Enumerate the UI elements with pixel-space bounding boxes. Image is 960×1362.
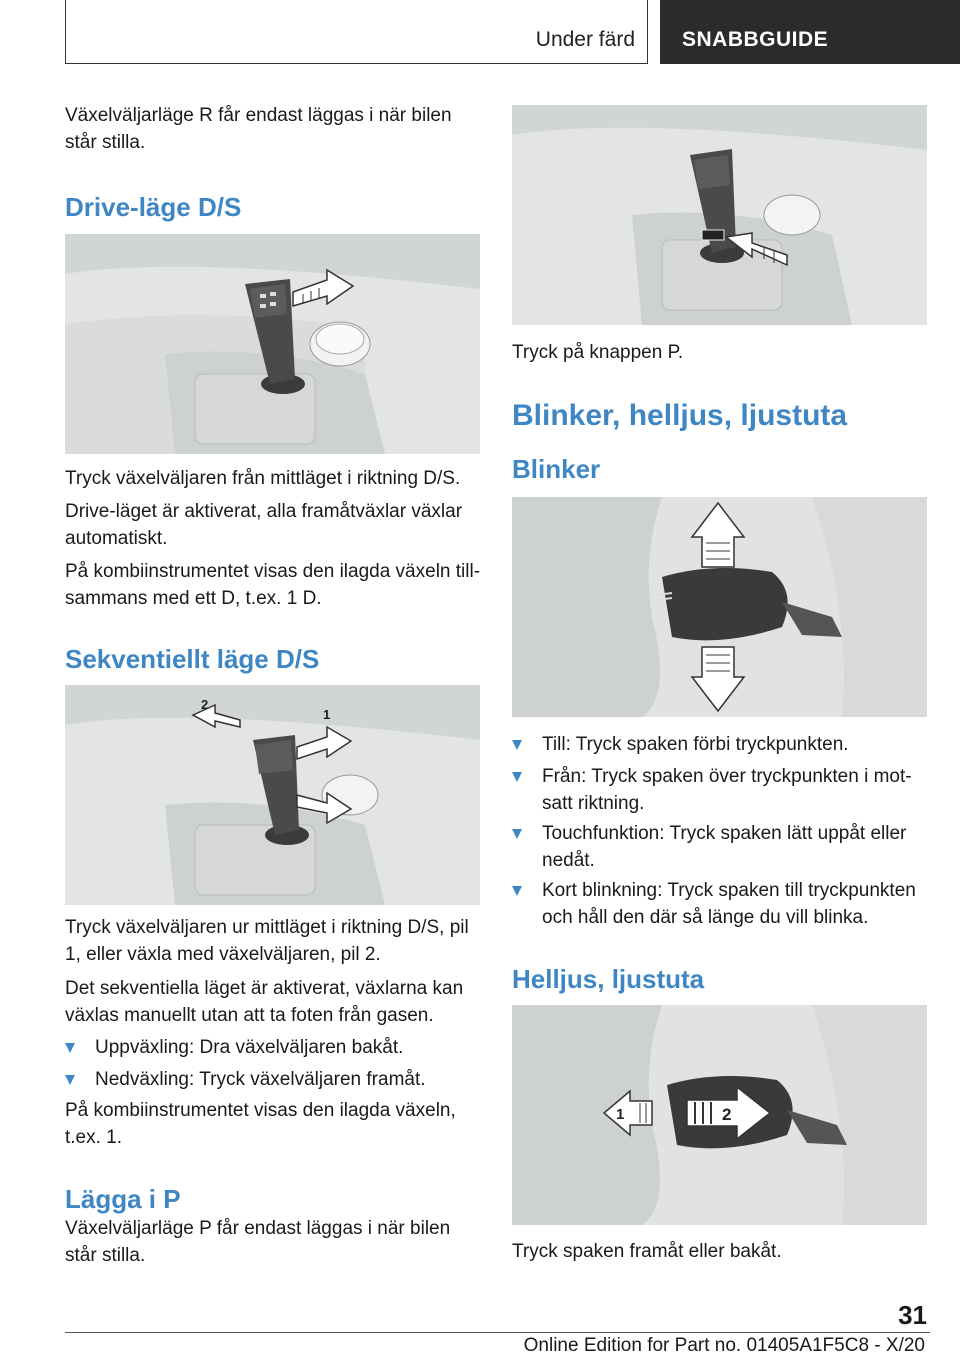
paragraph-r-stilla: Växelväljarläge R får endast läggas i när bilen står stilla. [65,105,452,153]
paragraph-drive-2: Drive-läget är aktiverat, alla framåtväxlar växlar automatiskt. [65,501,463,549]
heading-helljus: Helljus, ljustuta [512,964,705,994]
footer-edition: Online Edition for Part no. 01405A1F5C8 - X/20 [523,1335,925,1356]
illustration-highbeam-lever [512,1005,927,1225]
bullet-triangle-icon [512,772,522,782]
list-item: Nedväxling: Tryck växelväljaren framåt. [65,1066,485,1093]
paragraph-drive-3: På kombiinstrumentet visas den ilagda växeln till-sammans med ett D, t.ex. 1 D. [65,561,481,609]
heading-sequential: Sekventiellt läge D/S [65,644,320,674]
illustration-p-button [512,105,927,325]
bullet-triangle-icon [65,1043,75,1053]
arrow-label-2: 2 [722,1105,732,1124]
paragraph-spaken: Tryck spaken framåt eller bakåt. [512,1241,782,1262]
bullet-triangle-icon [512,829,522,839]
illustration-drive-selector [65,234,480,454]
paragraph-seq-3: På kombiinstrumentet visas den ilagda växeln, t.ex. 1. [65,1100,456,1148]
arrow-label-1: 1 [616,1106,625,1123]
header-section-title: Under färd [535,28,635,51]
page-number: 31 [898,1300,927,1330]
illustration-sequential-selector [65,685,480,905]
paragraph-seq-1: Tryck växelväljaren ur mittläget i riktning D/S, pil 1, eller växla med växelväljaren, pil 2. [65,917,469,965]
list-item: Kort blinkning: Tryck spaken till tryckpunkten och håll den där så länge du vill blinka. [512,877,932,933]
arrow-label-2: 2 [201,697,209,712]
list-item: Från: Tryck spaken över tryckpunkten i mot-satt riktning. [512,763,932,819]
list-item: Uppväxling: Dra växelväljaren bakåt. [65,1034,485,1061]
paragraph-seq-2: Det sekventiella läget är aktiverat, växlarna kan växlas manuellt utan att ta foten från gasen. [65,978,464,1026]
bullet-triangle-icon [65,1075,75,1085]
paragraph-knapp-p: Tryck på knappen P. [512,342,684,363]
heading-lagga-i-p: Lägga i P [65,1184,181,1214]
footer-divider [65,1332,930,1333]
heading-blinker: Blinker [512,454,601,484]
bullet-triangle-icon [512,740,522,750]
list-item: Till: Tryck spaken förbi tryckpunkten. [512,731,932,758]
heading-drive: Drive-läge D/S [65,192,242,222]
illustration-blinker-lever [512,497,927,717]
list-item: Touchfunktion: Tryck spaken lätt uppåt eller nedåt. [512,820,932,876]
paragraph-drive-1: Tryck växelväljaren från mittläget i riktning D/S. [65,468,461,489]
header-guide-label: SNABBGUIDE [660,0,960,64]
paragraph-p-stilla: Växelväljarläge P får endast läggas i när bilen står stilla. [65,1218,451,1266]
bullet-triangle-icon [512,886,522,896]
arrow-label-1: 1 [323,707,331,722]
heading-blinker-main: Blinker, helljus, ljustuta [512,399,848,432]
